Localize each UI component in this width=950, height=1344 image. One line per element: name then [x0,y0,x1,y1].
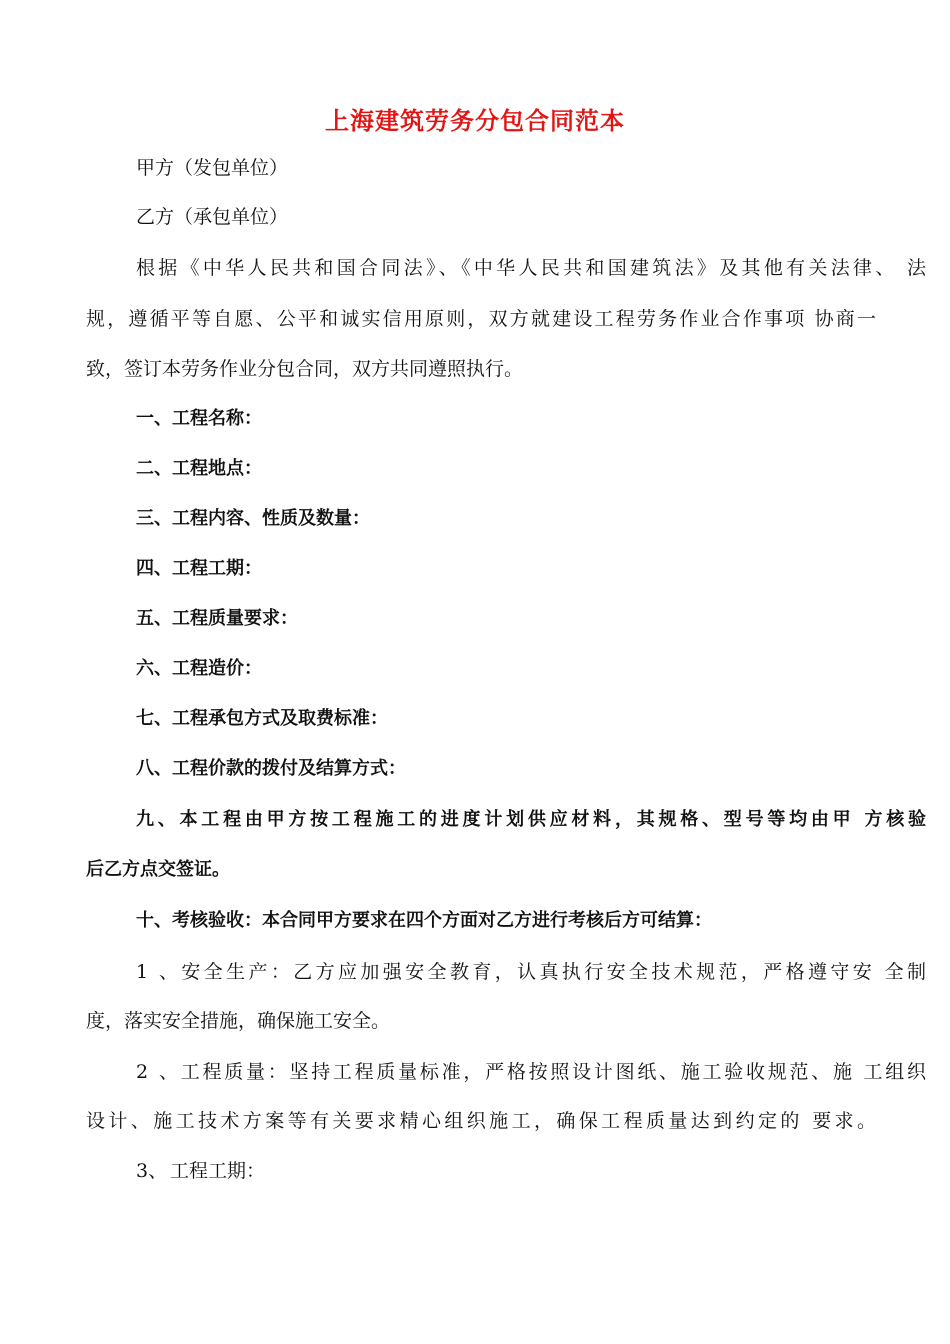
item-text: 安全生产：乙方应加强安全教育，认真执行安全技术规范，严格遵守安 全制 [178,961,926,983]
clause-9-line: 九、本工程由甲方按工程施工的进度计划供应材料，其规格、型号等均由甲 方核验 [136,809,926,830]
item-1-line [86,947,926,997]
clause-3-heading: 三、工程内容、性质及数量： [136,508,370,529]
clause-7-heading: 七、工程承包方式及取费标准： [136,708,388,729]
clause-5-heading: 五、工程质量要求： [136,608,298,629]
item-1-line: 度，落实安全措施，确保施工安全。 [86,1010,391,1032]
item-number: 2、 [136,1061,178,1083]
item-3-line [86,1146,926,1196]
preamble-line: 致，签订本劳务作业分包合同，双方共同遵照执行。 [86,358,524,380]
preamble-line: 根据《中华人民共和国合同法》、《中华人民共和国建筑法》及其他有关法律、 法 [136,257,926,279]
item-2-line: 设计、施工技术方案等有关要求精心组织施工，确保工程质量达到约定的 要求。 [86,1110,876,1132]
clause-4-heading: 四、工程工期： [136,558,262,579]
party-a-line: 甲方（发包单位） [136,157,289,179]
item-number: 3、 [136,1160,168,1182]
clause-9-line: 后乙方点交签证。 [86,859,230,880]
item-text: 工程工期： [170,1160,266,1182]
clause-8-heading: 八、工程价款的拨付及结算方式： [136,758,406,779]
item-text: 工程质量：坚持工程质量标准，严格按照设计图纸、施工验收规范、施 工组织 [178,1061,926,1083]
preamble-line: 规，遵循平等自愿、公平和诚实信用原则，双方就建设工程劳务作业合作事项 协商一 [86,308,876,330]
item-number: 1、 [136,961,178,983]
clause-6-heading: 六、工程造价： [136,658,262,679]
clause-1-heading: 一、工程名称： [136,408,262,429]
item-2-line [86,1047,926,1097]
party-b-line: 乙方（承包单位） [136,206,289,228]
clause-2-heading: 二、工程地点： [136,458,262,479]
clause-10-heading: 十、考核验收：本合同甲方要求在四个方面对乙方进行考核后方可结算： [136,910,712,931]
document-title: 上海建筑劳务分包合同范本 [325,107,625,135]
